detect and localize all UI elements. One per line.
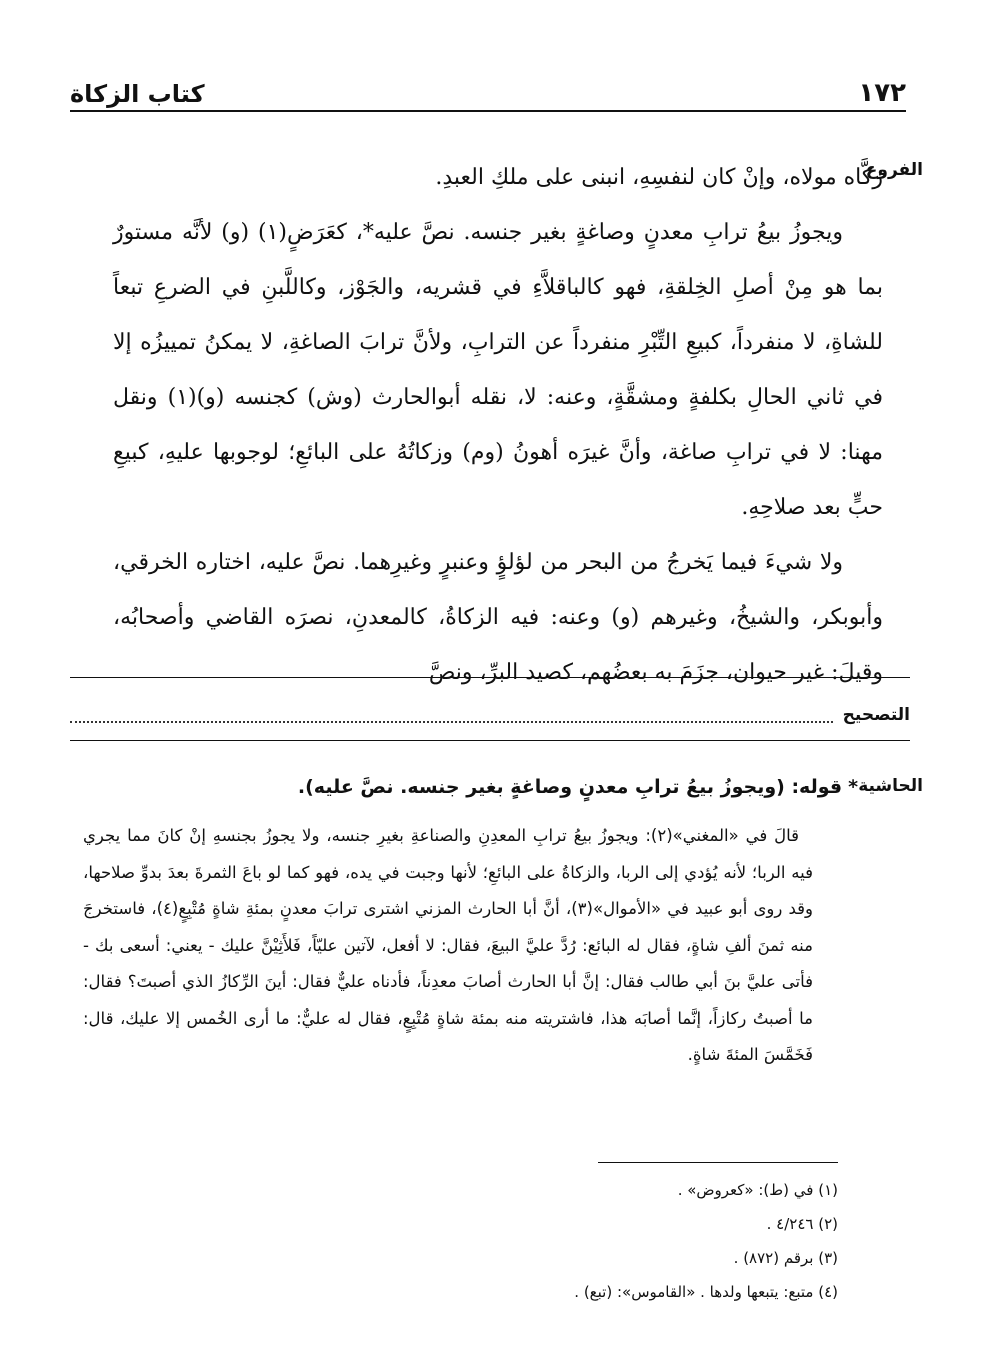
header-rule: [70, 110, 906, 112]
book-title: كتاب الزكاة: [70, 80, 205, 108]
tashih-dotted-line: [70, 707, 833, 723]
hashiya-heading-text: قوله: (ويجوزُ بيعُ ترابِ معدنٍ وصاغةٍ بغير جنسه. نصَّ عليه).: [297, 776, 843, 798]
main-paragraph: زكَّاه مولاه، وإنْ كان لنفسِهِ، انبنى على ملكِ العبدِ.: [435, 165, 883, 190]
footnote-rule: [598, 1162, 838, 1163]
furu-label: الفروع: [865, 160, 923, 180]
tashih-top-rule: [70, 677, 910, 678]
tashih-bottom-rule: [70, 740, 910, 741]
footnotes: [78, 1173, 838, 1309]
hashiya-body: [83, 818, 813, 1074]
page-header: [70, 68, 906, 108]
hashiya-paragraph: قالَ في «المغني»(٢): ويجوزُ بيعُ ترابِ المعدِنِ والصناعةِ بغيرِ جنسه، ولا يجوزُ بجنسهِ إنْ كانَ مما يجري فيه الربا؛ لأنه يُؤدي إلى الربا، والزكاةُ على البائعِ؛ لأنها وجبت في يده، فهو كما لو باعَ الثمرةَ بعدَ بدوِّ صلاحها، وقد روى أبو عبيد في «الأموال»(٣)، أنَّ أبا الحارث المزني اشترى ترابَ معدنٍ بمئةِ شاةٍ مُتْبِعٍ(٤)، فاستخرجَ منه ثمنَ ألفِ شاةٍ، فقال له البائع: رُدَّ عليَّ البيعَ، فقال: لا أفعل، لآتين عليّاً، فَلأَثِيْنَّ عليك - يعني: أسعى بك - فأتى عليَّ بنَ أبي طالب فقال: إنَّ أبا الحارث أصابَ معدِناً، فأدناه عليٌّ فقال: أينَ الرِّكازُ الذي أصبتَ؟ فقال: ما أصبتُ ركازاً، إنَّما أصابَه هذا، فاشتريته منه بمئة شاةٍ مُتْبِعٍ، فقال له عليٌّ: ما أرى الخُمس إلا عليك، قال: فَخَمَّسَ المئةَ شاةٍ.: [83, 826, 813, 1064]
footnote-item: (٢) ٤/٢٤٦ .: [766, 1215, 838, 1233]
main-text: [113, 150, 883, 700]
asterisk-marker: *: [848, 776, 858, 798]
footnote-item: (١) في (ط): «كعروض» .: [677, 1181, 838, 1199]
footnote-item: (٣) برقم (٨٧٢) .: [733, 1249, 838, 1267]
hashiya-heading: [98, 770, 858, 804]
tashih-row: [70, 700, 910, 730]
main-paragraph: ويجوزُ بيعُ ترابِ معدنٍ وصاغةٍ بغير جنسه. نصَّ عليه*، كعَرَضٍ(١) (و) لأنَّه مستورٌ بما هو مِنْ أصلِ الخِلقةِ، فهو كالباقلاَّءِ في قشريه، والجَوْز، وكاللَّبنِ في الضرعِ تبعاً للشاةِ، لا منفرداً، كبيعِ التِّبْرِ منفرداً عن الترابِ، ولأنَّ ترابَ الصاغةِ، لا يمكنُ تمييزُه إلا في ثاني الحالِ بكلفةٍ ومشقَّةٍ، وعنه: لا، نقله أبوالحارث (وش) كجنسه (و)(١) ونقل مهنا: لا في ترابِ صاغة، وأنَّ غيرَه أهونُ (وم) وزكاتُهُ على البائعِ؛ لوجوبها عليهِ، كبيعِ حبٍّ بعد صلاحِهِ.: [113, 220, 883, 520]
tashih-label: التصحيح: [842, 705, 910, 725]
footnote-item: (٤) متبع: يتبعها ولدها . «القاموس»: (تبع) .: [574, 1283, 838, 1301]
page-number: ١٧٢: [858, 78, 906, 108]
hashiya-label: الحاشية: [858, 776, 923, 796]
main-paragraph: ولا شيءَ فيما يَخرجُ من البحر من لؤلؤٍ وعنبرٍ وغيرِهما. نصَّ عليه، اختاره الخرقي، وأبوبكر، والشيخُ، وغيرهم (و) وعنه: فيه الزكاةُ، كالمعدنِ، نصرَه القاضي وأصحابُه، وقيلَ: غير حيوان، جزَمَ به بعضُهم، كصيد البرِّ، ونصَّ: [113, 550, 883, 685]
